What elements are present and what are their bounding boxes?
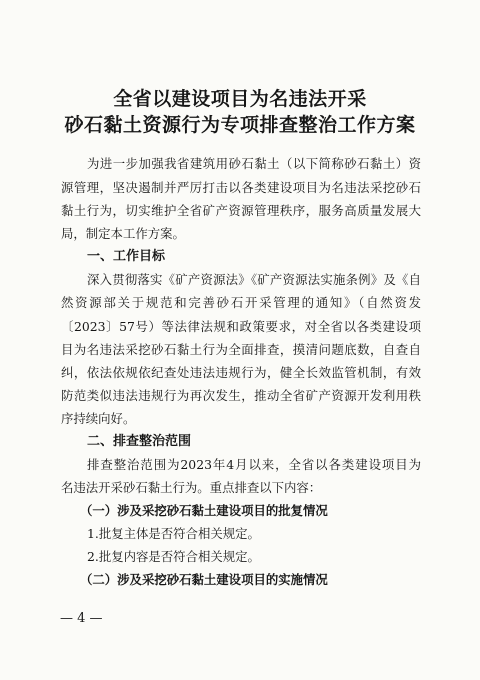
intro-line-3: 黏土行为，切实维护全省矿产资源管理秩序，服务高质量发展大 <box>61 203 421 218</box>
goals-line-2: 然资源部关于规范和完善砂石开采管理的通知》（自然资发 <box>61 295 421 310</box>
intro-line-2: 源管理，坚决遏制并严厉打击以各类建设项目为名违法采挖砂石 <box>61 180 421 195</box>
goals-line-5: 纠，依法依规依纪查处违法违规行为，健全长效监管机制，有效 <box>61 365 421 380</box>
subheading-implementation: （二）涉及采挖砂石黏土建设项目的实施情况 <box>80 572 328 587</box>
intro-line-4: 局，制定本工作方案。 <box>61 226 185 241</box>
approval-item-2: 2.批复内容是否符合相关规定。 <box>87 549 260 564</box>
goals-line-1: 深入贯彻落实《矿产资源法》《矿产资源法实施条例》及《自 <box>87 272 421 287</box>
section-heading-goals: 一、工作目标 <box>87 249 166 264</box>
document-title-line-2: 砂石黏土资源行为专项排查整治工作方案 <box>64 114 416 136</box>
scope-line-1: 排查整治范围为2023年4月以来，全省以各类建设项目为 <box>87 457 421 472</box>
goals-line-6: 防范类似违法违规行为再次发生，推动全省矿产资源开发利用秩 <box>61 388 421 403</box>
approval-item-1: 1.批复主体是否符合相关规定。 <box>87 526 260 541</box>
scope-line-2: 名违法开采砂石黏土行为。重点排查以下内容： <box>61 480 322 495</box>
section-heading-scope: 二、排查整治范围 <box>87 434 192 449</box>
intro-line-1: 为进一步加强我省建筑用砂石黏土（以下简称砂石黏土）资 <box>87 156 421 171</box>
document-title-line-1: 全省以建设项目为名违法开采 <box>113 88 367 110</box>
goals-line-4: 目为名违法采挖砂石黏土行为全面排查，摸清问题底数，自查自 <box>61 342 421 357</box>
subheading-approval: （一）涉及采挖砂石黏土建设项目的批复情况 <box>80 503 328 518</box>
page-number: — 4 — <box>60 611 103 626</box>
goals-line-7: 序持续向好。 <box>61 411 136 426</box>
goals-line-3: 〔2023〕57号）等法律法规和政策要求，对全省以各类建设项 <box>61 319 421 334</box>
